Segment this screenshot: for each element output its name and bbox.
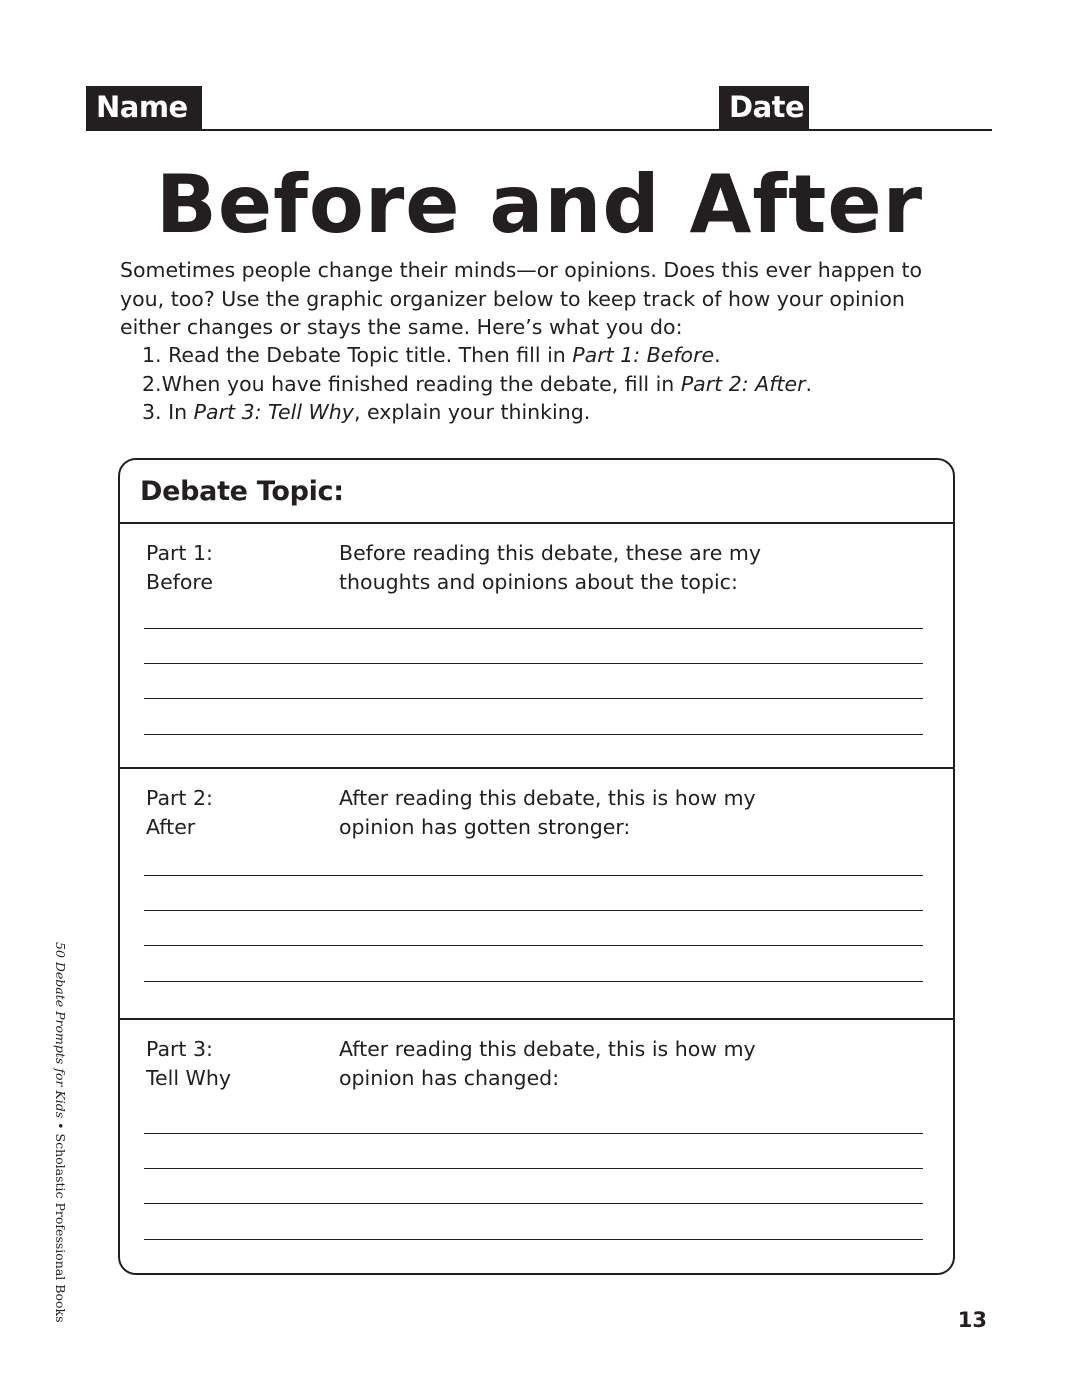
part-label: Part 2: After xyxy=(146,786,213,839)
book-credit: 50 Debate Prompts for Kids • Scholastic Professional Books xyxy=(53,942,68,1323)
part-1-before-section xyxy=(120,524,953,769)
writing-line[interactable] xyxy=(144,663,923,664)
graphic-organizer xyxy=(118,458,955,1275)
writing-line[interactable] xyxy=(144,1133,923,1134)
writing-line[interactable] xyxy=(144,910,923,911)
part-prompt: After reading this debate, this is how my opinion has changed: xyxy=(339,1037,756,1090)
name-field[interactable] xyxy=(202,86,719,129)
part-2-after-section xyxy=(120,769,953,1020)
writing-line[interactable] xyxy=(144,628,923,629)
debate-topic-bar xyxy=(120,460,953,524)
debate-topic-label: Debate Topic: xyxy=(140,476,344,507)
debate-topic-field[interactable] xyxy=(360,470,930,514)
instruction-step: 3. In Part 3: Tell Why, explain your thinking. xyxy=(142,400,591,425)
part-3-tell-why-section xyxy=(120,1020,953,1275)
page-number: 13 xyxy=(957,1308,987,1332)
instruction-step: 2.When you have finished reading the debate, fill in Part 2: After. xyxy=(142,371,813,396)
part-prompt: Before reading this debate, these are my thoughts and opinions about the topic: xyxy=(339,541,761,594)
date-label: Date xyxy=(719,86,809,129)
writing-line[interactable] xyxy=(144,698,923,699)
writing-line[interactable] xyxy=(144,945,923,946)
part-label: Part 3: Tell Why xyxy=(146,1037,231,1090)
writing-line[interactable] xyxy=(144,734,923,735)
writing-line[interactable] xyxy=(144,1168,923,1169)
page-title: Before and After xyxy=(155,158,924,251)
part-prompt: After reading this debate, this is how my opinion has gotten stronger: xyxy=(339,786,756,839)
writing-line[interactable] xyxy=(144,875,923,876)
writing-line[interactable] xyxy=(144,1203,923,1204)
instruction-steps xyxy=(142,341,962,427)
instruction-step: 1. Read the Debate Topic title. Then fill in Part 1: Before. xyxy=(142,343,721,367)
date-field[interactable] xyxy=(809,86,992,129)
writing-line[interactable] xyxy=(144,1239,923,1240)
name-label: Name xyxy=(86,86,202,129)
name-date-header xyxy=(86,86,992,131)
part-label: Part 1: Before xyxy=(146,541,214,594)
writing-line[interactable] xyxy=(144,981,923,982)
intro-paragraph: Sometimes people change their minds—or opinions. Does this ever happen to you, too? Use the graphic organizer below to keep track of how your opinion either changes or stays the same. Here’s what you do: xyxy=(120,258,923,340)
